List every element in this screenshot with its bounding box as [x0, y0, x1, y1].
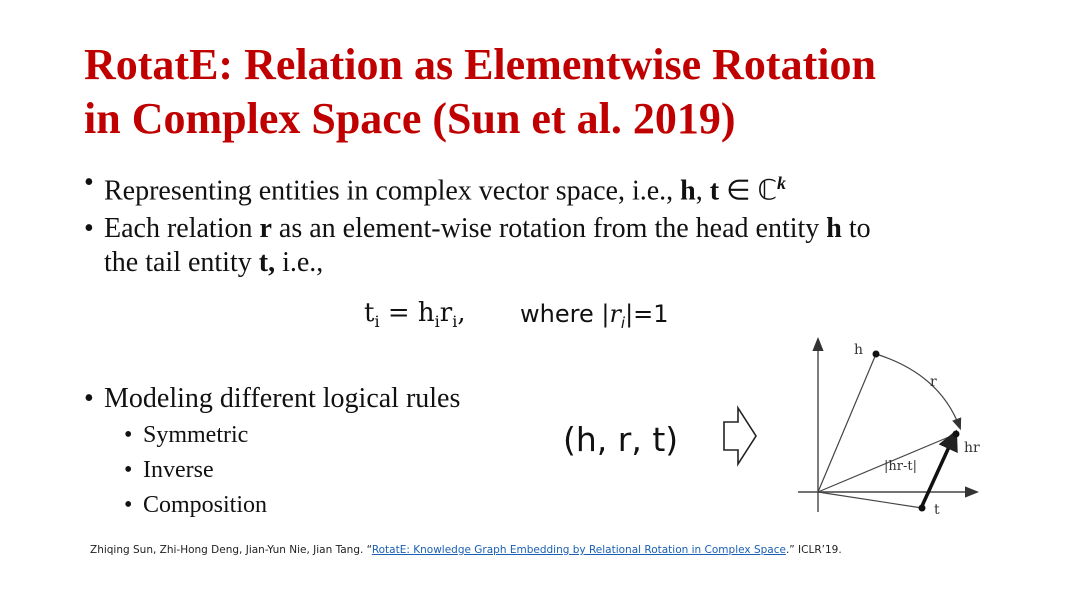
eq-h: h [417, 298, 435, 328]
bullet-text: i.e., [275, 247, 324, 278]
citation-authors: Zhiqing Sun, Zhi-Hong Deng, Jian-Yun Nie, Jian Tang. “ [90, 544, 372, 556]
bold-h: h [826, 213, 842, 244]
eq-sub: i [452, 312, 458, 332]
triple-notation: (h, r, t) [563, 420, 679, 459]
eq-equals: = [379, 298, 418, 328]
rotation-diagram [790, 334, 990, 524]
bullet-relation-rotation [84, 212, 1004, 280]
point-t [919, 505, 926, 512]
title-line-1: RotatE: Relation as Elementwise Rotation [84, 40, 876, 89]
eq-sub: i [374, 312, 380, 332]
citation [90, 544, 842, 556]
sub-bullet-text: Composition [143, 492, 268, 518]
where-prefix: where | [520, 300, 610, 328]
bullet-dot: • [84, 213, 94, 244]
vector-t [818, 492, 922, 508]
eq-t: t [364, 298, 375, 328]
where-suffix: |=1 [625, 300, 669, 328]
bullet-dot: • [84, 383, 94, 414]
bullet-dot: • [124, 457, 133, 483]
complex-set-symbol: ∈ ℂ [719, 175, 778, 207]
bold-r: r [259, 213, 272, 244]
bullet-text: Representing entities in complex vector space, i.e., [104, 175, 681, 207]
unit-modulus-condition [520, 300, 669, 332]
bold-t: t, [258, 247, 276, 278]
bold-h: h [680, 175, 696, 207]
bullet-dot: • [124, 492, 133, 518]
bullet-complex-space [84, 166, 786, 208]
label-t: t [934, 502, 940, 518]
bullet-text: Each relation [104, 213, 260, 244]
paper-link[interactable]: RotatE: Knowledge Graph Embedding by Relational Rotation in Complex Space [371, 544, 786, 556]
label-r: r [930, 374, 937, 390]
bullet-dot: • [124, 422, 133, 448]
label-hr: hr [964, 440, 980, 456]
where-sub: i [620, 313, 626, 332]
bullet-text: to [841, 213, 871, 244]
eq-r: r [439, 298, 453, 328]
rotation-equation [364, 298, 466, 331]
sub-bullet-inverse [124, 457, 214, 484]
bold-t: t [709, 175, 720, 207]
bullet-text: as an element-wise rotation from the head entity [271, 213, 827, 244]
where-r: r [609, 300, 621, 328]
point-h [873, 351, 880, 358]
bullet-dot: • [84, 167, 94, 198]
slide-title [84, 38, 1044, 146]
point-hr [953, 431, 960, 438]
sub-bullet-text: Symmetric [143, 422, 249, 448]
sub-bullet-symmetric [124, 422, 248, 449]
title-line-2: in Complex Space (Sun et al. 2019) [84, 94, 736, 143]
rotation-arc [876, 354, 960, 428]
sub-bullet-text: Inverse [143, 457, 214, 483]
bullet-text: the tail entity [104, 247, 259, 278]
bullet-logical-rules [84, 382, 460, 416]
hollow-right-arrow-icon [720, 404, 760, 468]
label-h: h [854, 342, 864, 358]
citation-venue: .” ICLR’19. [785, 544, 842, 556]
sub-bullet-composition [124, 492, 267, 519]
superscript-k: k [777, 173, 787, 193]
eq-sub: i [434, 312, 440, 332]
bullet-text: Modeling different logical rules [104, 383, 461, 414]
separator: , [695, 175, 710, 207]
eq-comma: , [457, 298, 466, 328]
label-distance: |hr-t| [884, 459, 917, 474]
